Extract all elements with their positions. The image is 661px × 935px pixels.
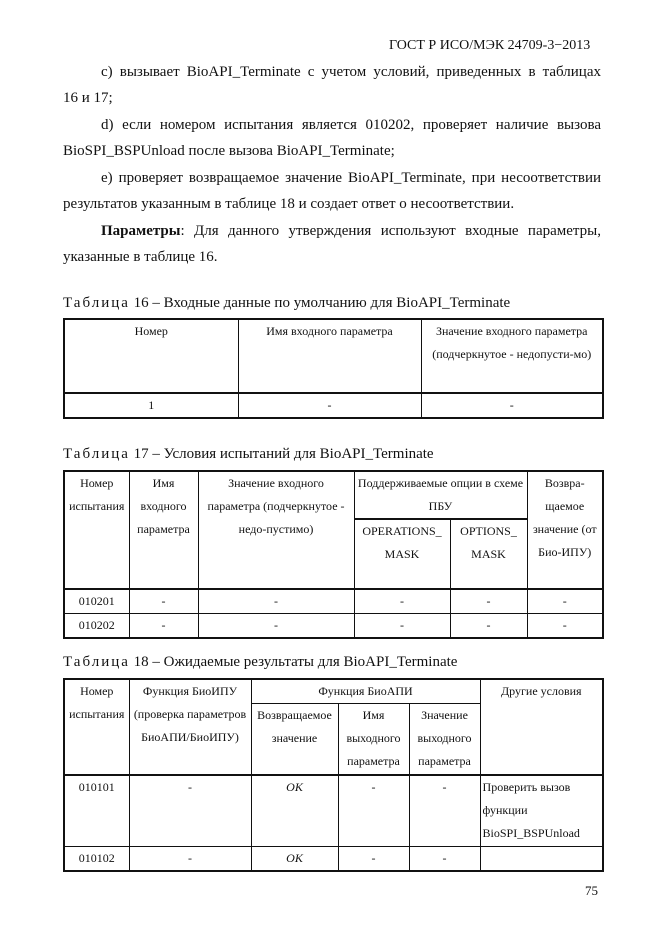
cell: - [421, 393, 603, 418]
cell: 010102 [64, 847, 129, 872]
table-row [64, 393, 603, 418]
paragraph-d-line2: BioSPI_BSPUnload после вызова BioAPI_Terminate; [63, 143, 395, 159]
caption-text: 16 – Входные данные по умолчанию для BioAPI_Terminate [129, 295, 511, 311]
table-16 [63, 318, 604, 419]
paragraph-c-line2: 16 и 17; [63, 90, 113, 106]
header-cell: Значение входного параметра (подчеркнутое - недо-пустимо) [198, 471, 354, 589]
caption-label: Таблица [63, 295, 130, 311]
header-cell: Имя входного параметра [129, 471, 198, 589]
header-cell: Номер [64, 319, 238, 393]
cell: - [354, 589, 450, 614]
subheader-cell: Значение выходного параметра [409, 704, 480, 775]
cell: - [354, 614, 450, 639]
cell: - [129, 847, 251, 872]
table-row [64, 589, 603, 614]
header-cell: Номер испытания [64, 471, 129, 589]
paragraph-e-line2: результатов указанным в таблице 18 и создает ответ о несоответствии. [63, 196, 515, 212]
cell: - [129, 775, 251, 847]
paragraph-c-line1: с) вызывает BioAPI_Terminate с учетом условий, приведенных в таблицах [101, 64, 601, 80]
paragraph-d-line1: d) если номером испытания является 010202, проверяет наличие вызова [101, 117, 601, 133]
params-text: : Для данного утверждения используют входные параметры, [180, 223, 601, 239]
table-header-row [64, 679, 603, 704]
cell: - [409, 847, 480, 872]
table-row [64, 614, 603, 639]
paragraph-e-line1: е) проверяет возвращаемое значение BioAPI_Terminate, при несоответствии [101, 170, 601, 186]
header-cell: Другие условия [480, 679, 603, 775]
cell: OK [251, 847, 338, 872]
table-row [64, 775, 603, 847]
cell: 010101 [64, 775, 129, 847]
header-cell: Значение входного параметра (подчеркнутое - недопусти-мо) [421, 319, 603, 393]
header-cell: Имя входного параметра [238, 319, 421, 393]
cell [480, 847, 603, 872]
subheader-cell: OPERATIONS_ MASK [354, 519, 450, 589]
header-cell: Функция БиоАПИ [251, 679, 480, 704]
page-number: 75 [585, 883, 598, 898]
cell: 1 [64, 393, 238, 418]
cell: - [527, 614, 603, 639]
caption-text: 18 – Ожидаемые результаты для BioAPI_Terminate [129, 654, 458, 670]
cell: - [129, 614, 198, 639]
caption-label: Таблица [63, 654, 130, 670]
cell: - [129, 589, 198, 614]
cell: - [527, 589, 603, 614]
header-cell: Функция БиоИПУ (проверка параметров БиоАПИ/БиоИПУ) [129, 679, 251, 775]
cell: - [338, 847, 409, 872]
cell: - [338, 775, 409, 847]
header-cell: Номер испытания [64, 679, 129, 775]
subheader-cell: OPTIONS_ MASK [450, 519, 527, 589]
cell: Проверить вызов функции BioSPI_BSPUnload [480, 775, 603, 847]
table-header-row [64, 319, 603, 393]
table16-caption [63, 295, 510, 312]
cell: 010202 [64, 614, 129, 639]
subheader-cell: Возвращаемое значение [251, 704, 338, 775]
cell: - [450, 614, 527, 639]
running-header: ГОСТ Р ИСО/МЭК 24709-3−2013 [389, 38, 591, 53]
table18-caption [63, 654, 457, 671]
cell: - [409, 775, 480, 847]
cell: 010201 [64, 589, 129, 614]
cell: OK [251, 775, 338, 847]
caption-text: 17 – Условия испытаний для BioAPI_Terminate [129, 446, 434, 462]
cell: - [198, 614, 354, 639]
table-header-row [64, 471, 603, 519]
cell: - [238, 393, 421, 418]
caption-label: Таблица [63, 446, 130, 462]
subheader-cell: Имя выходного параметра [338, 704, 409, 775]
params-label: Параметры [101, 223, 181, 239]
table17-caption [63, 446, 434, 463]
cell: - [450, 589, 527, 614]
cell: - [198, 589, 354, 614]
table-row [64, 847, 603, 872]
table-18 [63, 678, 604, 872]
header-cell: Возвра-щаемое значение (от Био-ИПУ) [527, 471, 603, 589]
paragraph-params-line1 [101, 223, 601, 240]
paragraph-params-line2: указанные в таблице 16. [63, 249, 218, 265]
header-cell: Поддерживаемые опции в схеме ПБУ [354, 471, 527, 519]
table-17 [63, 470, 604, 639]
